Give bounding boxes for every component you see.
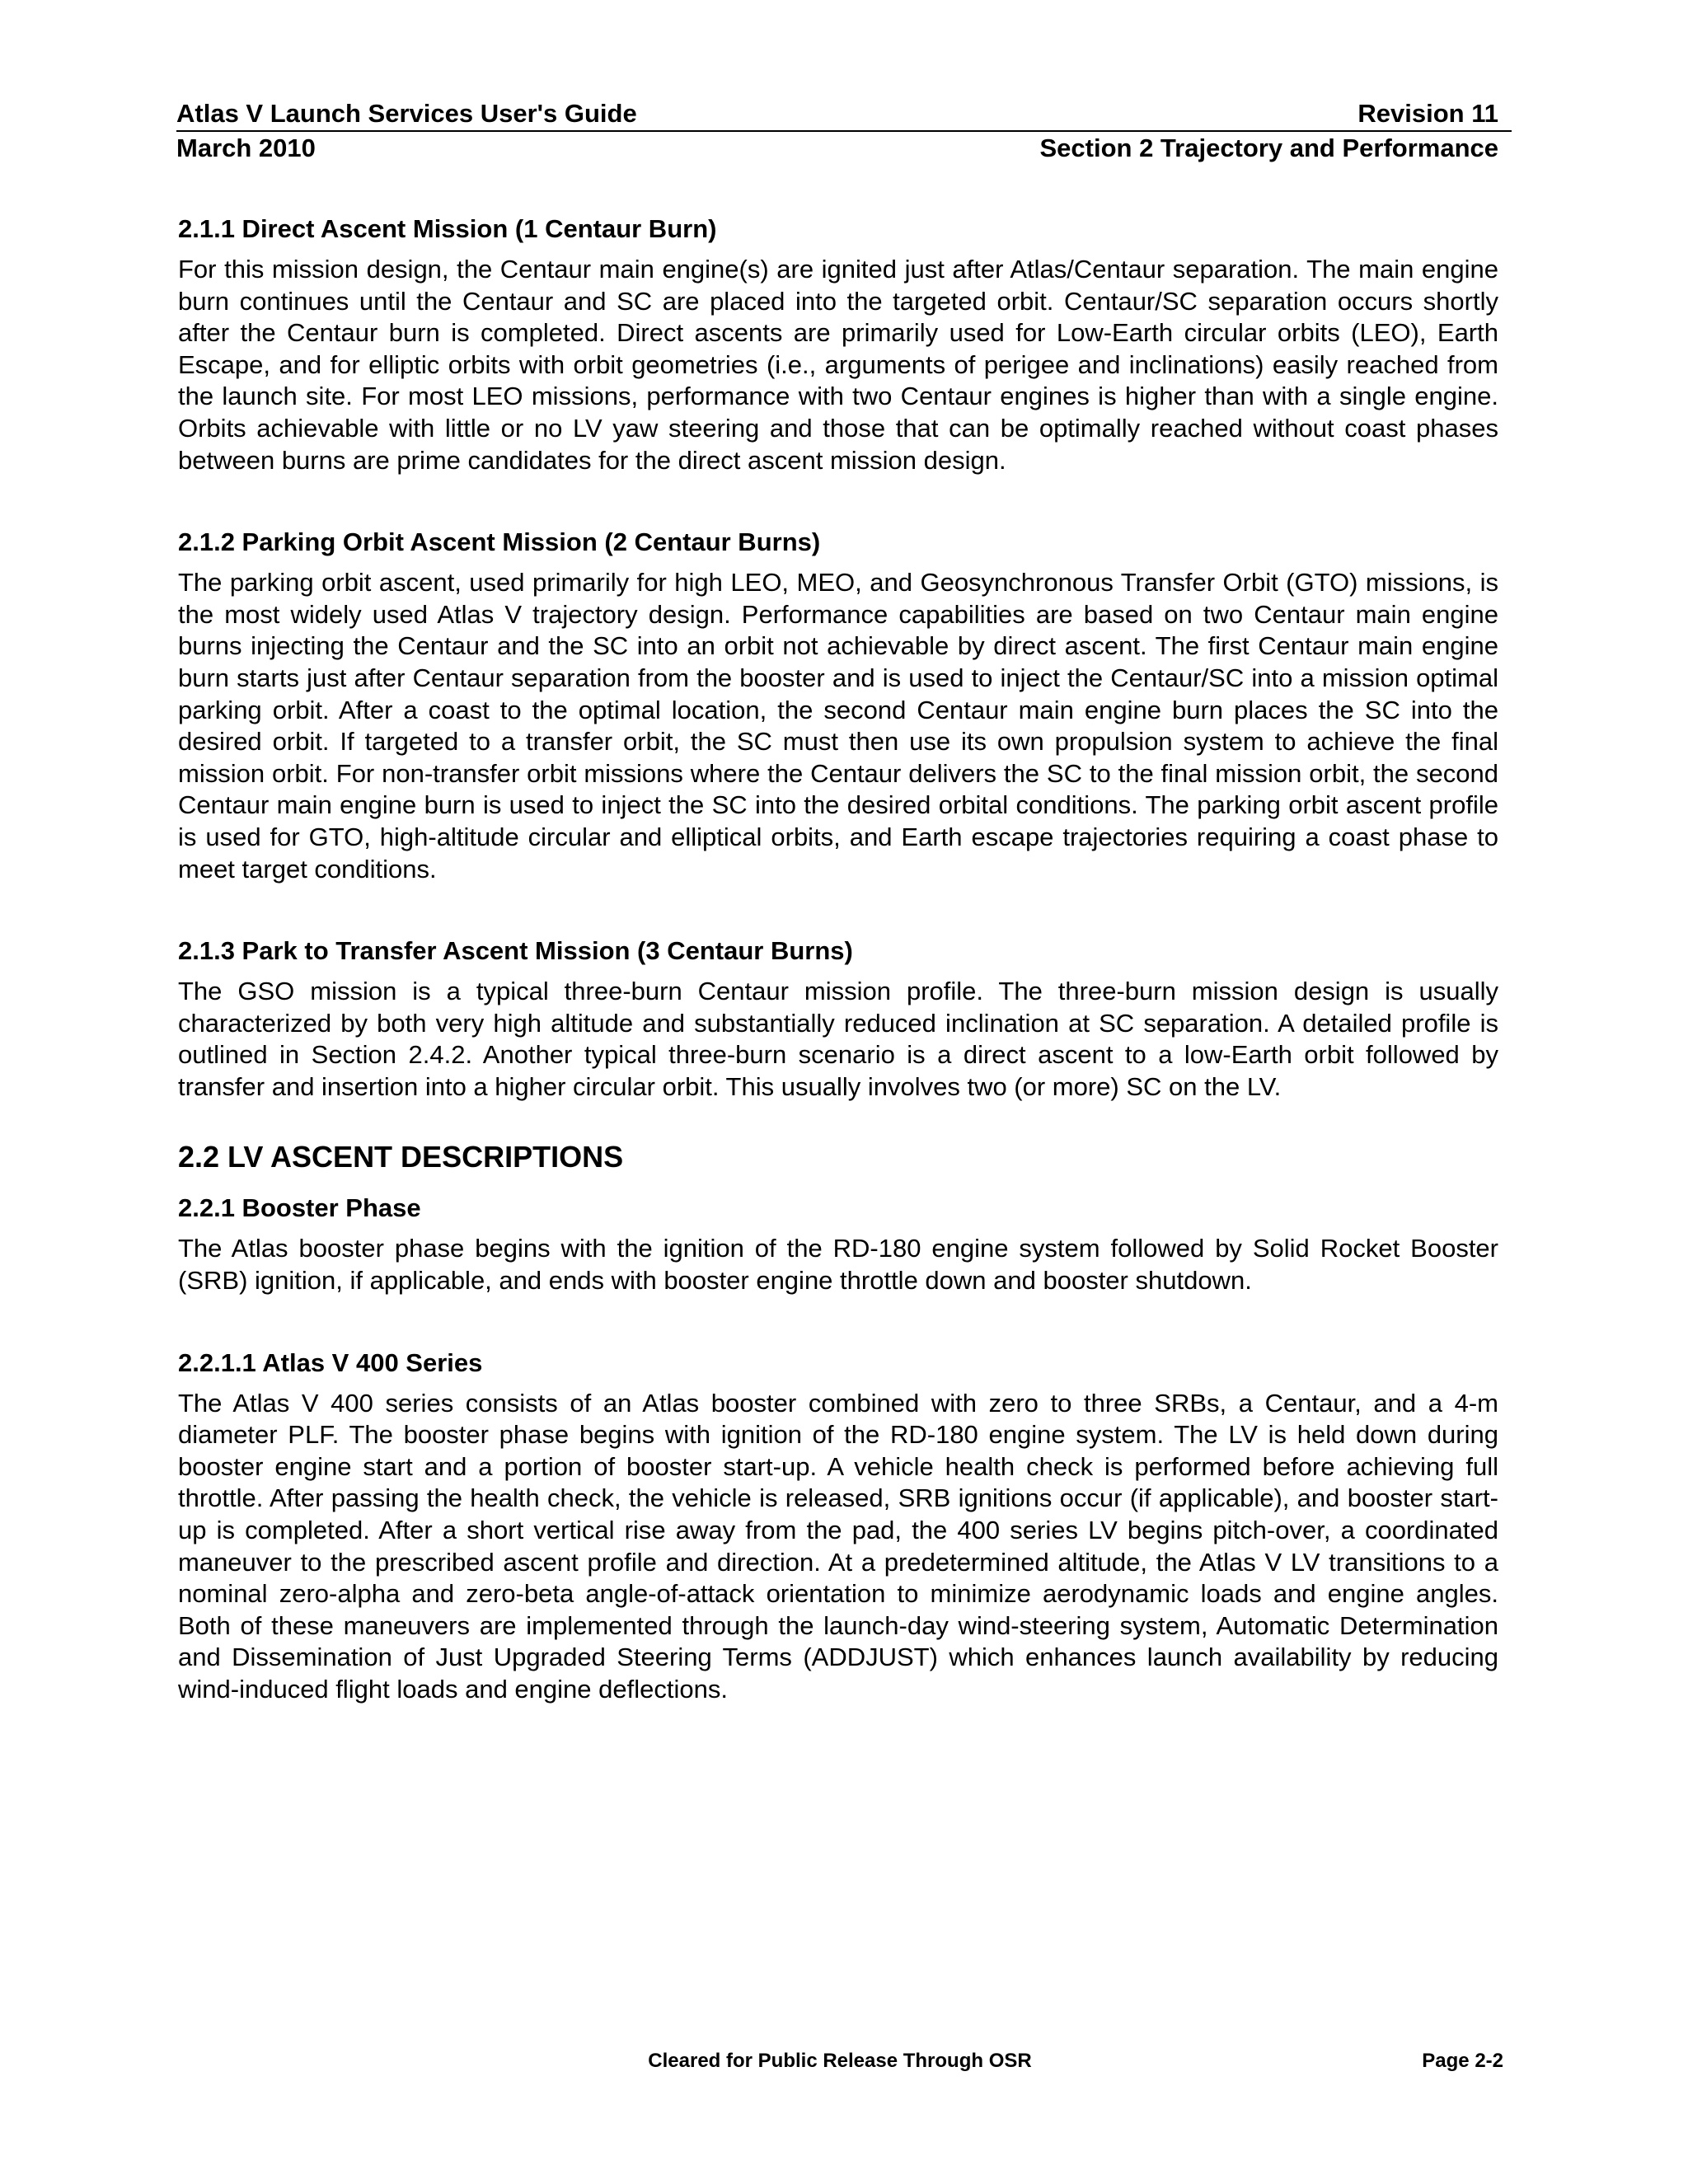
section-paragraph: The GSO mission is a typical three-burn Centaur mission profile. The three-burn mission design is usually characterized by both very high altitude and substantially reduced inclination at SC separation. A detailed profile is outlined in Section 2.4.2. Another typical three-burn scenario is a direct ascent to a low-Earth orbit followed by transfer and insertion into a higher circular orbit. This usually involves two (or more) SC on the LV. (178, 977, 1498, 1101)
section-heading: 2.2.1.1 Atlas V 400 Series (178, 1347, 483, 1377)
chapter-heading: 2.2 LV ASCENT DESCRIPTIONS (178, 1140, 624, 1174)
section-heading: 2.1.1 Direct Ascent Mission (1 Centaur Burn) (178, 214, 717, 243)
section-paragraph: The parking orbit ascent, used primarily for high LEO, MEO, and Geosynchronous Transfer Orbit (GTO) missions, is the most widely used Atlas V trajectory design. Performance capabilities are based on two Centaur main engine burns injecting the Centaur and the SC into an orbit not achievable by direct ascent. The first Centaur main engine burn starts just after Centaur separation from the booster and is used to inject the Centaur/SC into a mission optimal parking orbit. After a coast to the optimal location, the second Centaur main engine burn places the SC into the desired orbit. If targeted to a transfer orbit, the SC must then use its own propulsion system to achieve the final mission orbit. For non-transfer orbit missions where the Centaur delivers the SC to the final mission orbit, the second Centaur main engine burn is used to inject the SC into the desired orbital conditions. The parking orbit ascent profile is used for GTO, high-altitude circular and elliptical orbits, and Earth escape trajectories requiring a coast phase to meet target conditions. (178, 568, 1498, 883)
section-paragraph: The Atlas booster phase begins with the ignition of the RD-180 engine system followed by Solid Rocket Booster (SRB) ignition, if applicable, and ends with booster engine throttle down and booster shutdown. (178, 1234, 1498, 1296)
release-notice: Cleared for Public Release Through OSR (648, 2050, 1032, 2072)
page-footer (176, 2047, 1503, 2075)
section-paragraph: The Atlas V 400 series consists of an Atlas booster combined with zero to three SRBs, a Centaur, and a 4-m diameter PLF. The booster phase begins with ignition of the RD-180 engine system. The LV is held down during booster engine start and a portion of booster start-up. A vehicle health check is performed before achieving full throttle. After passing the health check, the vehicle is released, SRB ignitions occur (if applicable), and booster start-up is completed. After a short vertical rise away from the pad, the 400 series LV begins pitch-over, a coordinated maneuver to the prescribed ascent profile and direction. At a predetermined altitude, the Atlas V LV transitions to a nominal zero-alpha and zero-beta angle-of-attack orientation to minimize aerodynamic loads and engine angles. Both of these maneuvers are implemented through the launch-day wind-steering system, Automatic Determination and Dissemination of Just Upgraded Steering Terms (ADDJUST) which enhances launch availability by reducing wind-induced flight loads and engine deflections. (178, 1388, 1498, 1704)
page-header (176, 97, 1512, 165)
header-top-row (176, 97, 1512, 132)
section-2-1-3 (178, 935, 1498, 1103)
header-bottom-row (176, 132, 1512, 165)
section-paragraph: For this mission design, the Centaur main engine(s) are ignited just after Atlas/Centaur separation. The main engine burn continues until the Centaur and SC are placed into the targeted orbit. Centaur/SC separation occurs shortly after the Centaur burn is completed. Direct ascents are primarily used for Low-Earth circular orbits (LEO), Earth Escape, and for elliptic orbits with orbit geometries (i.e., arguments of perigee and inclinations) easily reached from the launch site. For most LEO missions, performance with two Centaur engines is higher than with a single engine. Orbits achievable with little or no LV yaw steering and those that can be optimally reached without coast phases between burns are prime candidates for the direct ascent mission design. (178, 255, 1498, 475)
section-heading: 2.1.3 Park to Transfer Ascent Mission (3 Centaur Burns) (178, 936, 853, 966)
document-date: March 2010 (176, 134, 316, 162)
section-2-1-2 (178, 526, 1498, 885)
section-heading: 2.2.1 Booster Phase (178, 1193, 421, 1223)
section-label: Section 2 Trajectory and Performance (1039, 134, 1498, 162)
section-heading: 2.1.2 Parking Orbit Ascent Mission (2 Centaur Burns) (178, 527, 821, 557)
section-2-2-1 (178, 1192, 1498, 1296)
section-2-2 (178, 1139, 1498, 1175)
page-number: Page 2-2 (1422, 2050, 1503, 2072)
section-2-1-1 (178, 213, 1498, 476)
page-content (178, 213, 1498, 1755)
section-2-2-1-1 (178, 1347, 1498, 1706)
revision-label: Revision 11 (1357, 99, 1498, 128)
document-title: Atlas V Launch Services User's Guide (176, 99, 637, 128)
